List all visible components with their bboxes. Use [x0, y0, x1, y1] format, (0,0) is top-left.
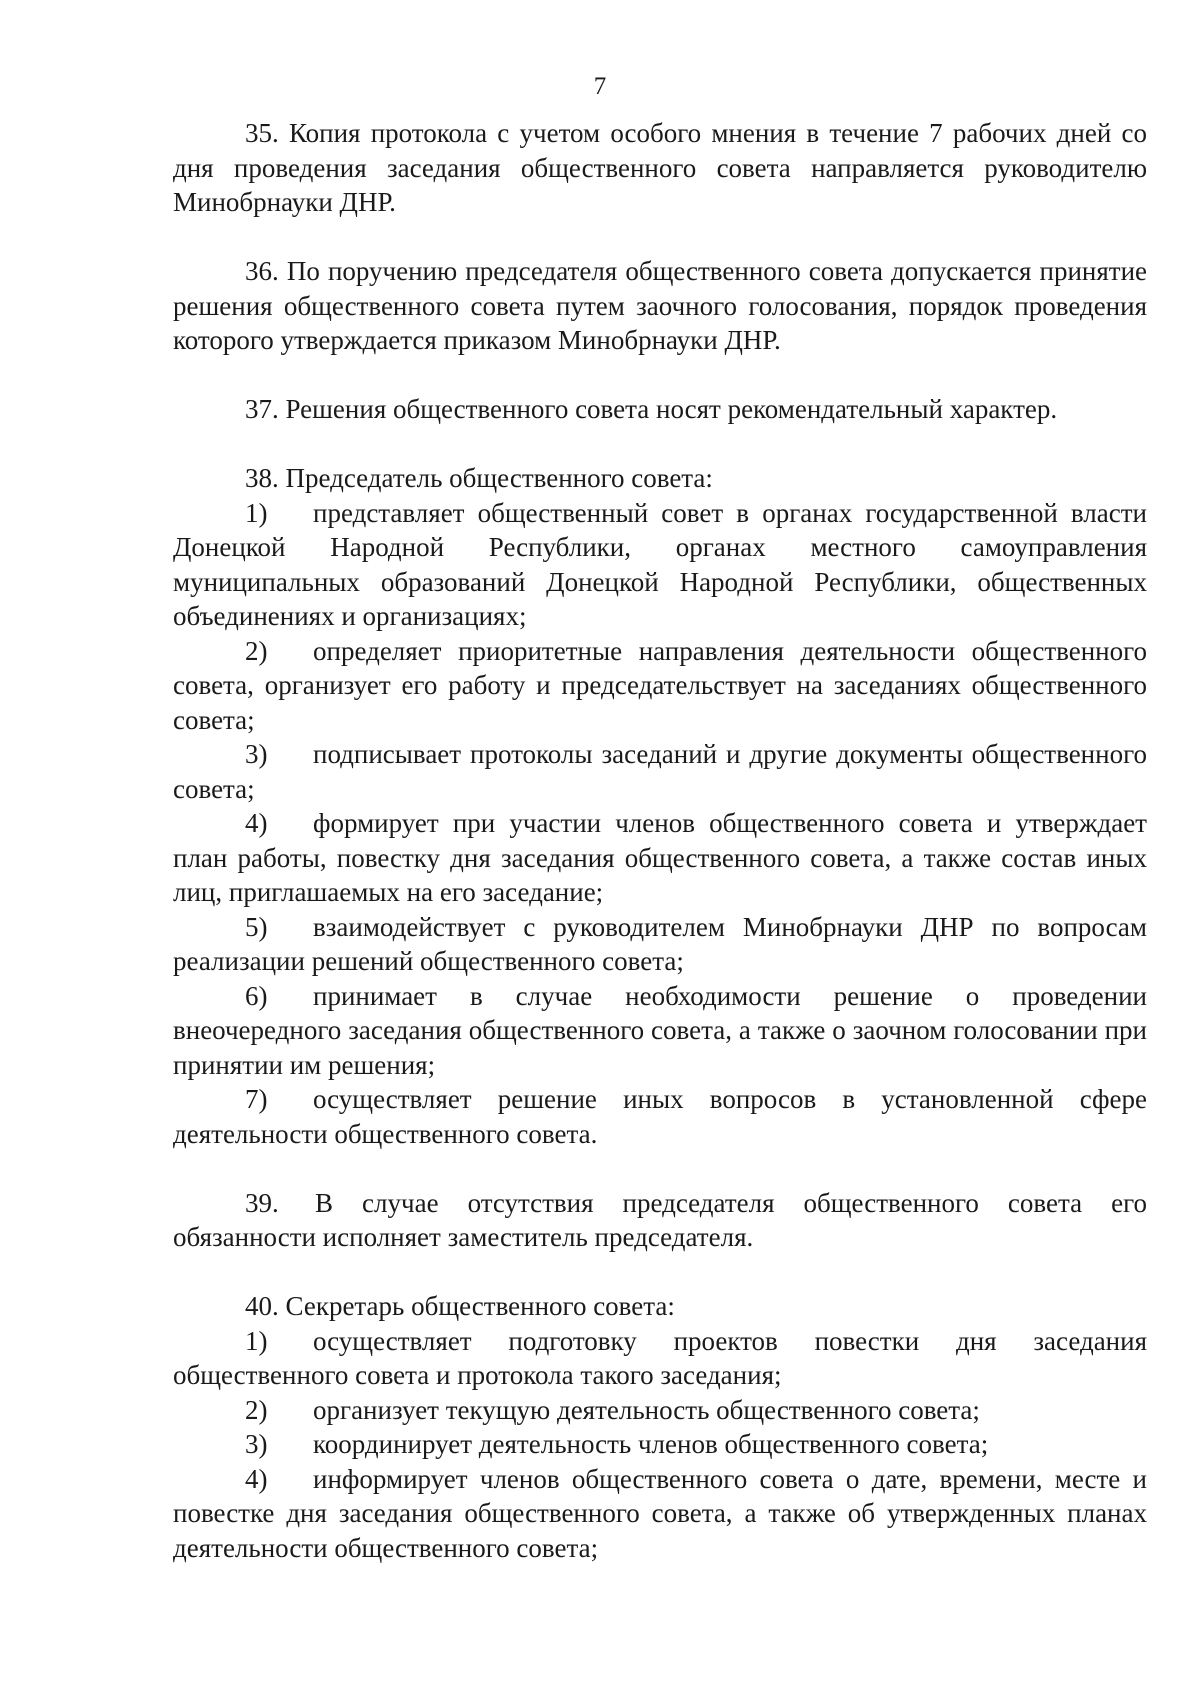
list-item-number: 1) [245, 497, 268, 528]
list-item-text: осуществляет подготовку проектов повестки дня заседания общественного совета и протокола такого заседания; [173, 1325, 1147, 1390]
list-item-text: принимает в случае необходимости решение о проведении внеочередного заседания общественного совета, а также о заочном голосовании при принятии им решения; [173, 980, 1147, 1080]
list-item-text: взаимодействует с руководителем Минобрнауки ДНР по вопросам реализации решений общественного совета; [173, 911, 1147, 976]
list-item-number: 4) [245, 1463, 268, 1494]
list-item [173, 1427, 1147, 1462]
list-item [173, 806, 1147, 910]
paragraph-number: 39. [245, 1187, 279, 1218]
list-item-number: 6) [245, 980, 268, 1011]
list-item-text: определяет приоритетные направления деятельности общественного совета, организует его работу и председательствует на заседаниях общественного совета; [173, 635, 1147, 735]
list-item-number: 3) [245, 739, 268, 769]
list-item-text: формирует при участии членов общественного совета и утверждает план работы, повестку дня заседания общественного совета, а также состав иных лиц, приглашаемых на его заседание; [173, 808, 1147, 907]
list-item [173, 1462, 1147, 1566]
list-item [173, 737, 1147, 806]
paragraph-number: 37. [245, 394, 279, 424]
paragraph-number: 35. [245, 118, 279, 148]
paragraph-number: 40. [245, 1291, 279, 1321]
paragraph-text: Решения общественного совета носят рекомендательный характер. [285, 394, 1058, 424]
document-body [173, 116, 1147, 1565]
paragraph-number: 36. [245, 256, 279, 286]
paragraph-text: Секретарь общественного совета: [285, 1291, 675, 1321]
paragraph-37 [173, 392, 1147, 427]
list-item-text: координирует деятельность членов общественного совета; [313, 1429, 989, 1459]
list-item [173, 979, 1147, 1083]
list-item-number: 2) [245, 635, 268, 666]
list-item [173, 496, 1147, 634]
paragraph-38 [173, 461, 1147, 496]
paragraph-text: По поручению председателя общественного совета допускается принятие решения общественного совета путем заочного голосования, порядок проведения которого утверждается приказом Минобрнауки ДНР. [173, 256, 1148, 355]
paragraph-text: В случае отсутствия председателя общественного совета его обязанности исполняет заместитель председателя. [173, 1187, 1147, 1252]
paragraph-40 [173, 1289, 1147, 1324]
list-item-text: подписывает протоколы заседаний и другие документы общественного совета; [173, 739, 1147, 804]
list-item-text: организует текущую деятельность общественного совета; [313, 1394, 980, 1425]
paragraph-39 [173, 1186, 1147, 1255]
list-item [173, 1082, 1147, 1151]
list-item [173, 910, 1147, 979]
paragraph-35 [173, 116, 1147, 220]
list-item-number: 2) [245, 1394, 268, 1425]
page-number: 7 [593, 73, 607, 100]
paragraph-text: Копия протокола с учетом особого мнения в течение 7 рабочих дней со дня проведения заседания общественного совета направляется руководителю Минобрнауки ДНР. [173, 118, 1147, 217]
list-item-number: 1) [245, 1325, 268, 1356]
paragraph-number: 38. [245, 463, 279, 493]
list-item-number: 3) [245, 1429, 268, 1459]
list-item-text: осуществляет решение иных вопросов в установленной сфере деятельности общественного совета. [173, 1084, 1147, 1149]
list-item [173, 1393, 1147, 1428]
list-item-number: 5) [245, 911, 268, 942]
list-item-number: 4) [245, 808, 268, 838]
list-item-text: информирует членов общественного совета о дате, времени, месте и повестке дня заседания общественного совета, а также об утвержденных планах деятельности общественного совета; [173, 1463, 1147, 1563]
list-item-text: представляет общественный совет в органах государственной власти Донецкой Народной Республики, органах местного самоуправления муниципальных образований Донецкой Народной Республики, общественных объединениях и организациях; [173, 497, 1147, 631]
paragraph-text: Председатель общественного совета: [285, 463, 713, 493]
list-item-number: 7) [245, 1084, 268, 1114]
paragraph-36 [173, 254, 1147, 358]
list-item [173, 634, 1147, 738]
list-item [173, 1324, 1147, 1393]
